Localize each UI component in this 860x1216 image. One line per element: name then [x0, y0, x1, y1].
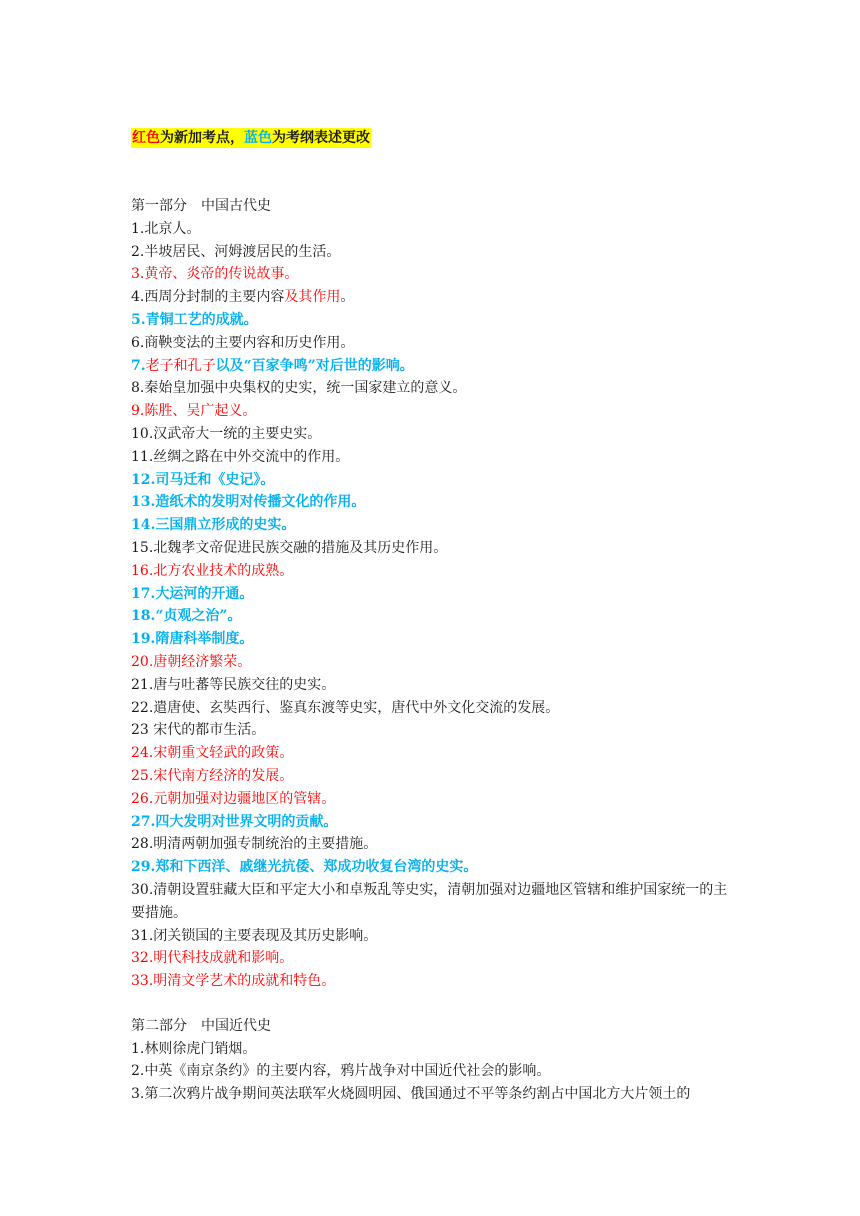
legend-blue-text: 为考纲表述更改 [272, 130, 370, 146]
list-item [131, 674, 741, 697]
list-item-text: 。 [340, 289, 355, 306]
list-item-text: 及其作用 [284, 289, 341, 306]
list-item-text: 1.林则徐虎门销烟。 [131, 1040, 257, 1057]
list-item-text: 17.大运河的开通。 [131, 585, 254, 602]
list-item-text: 22.遣唐使、玄奘西行、鉴真东渡等史实，唐代中外文化交流的发展。 [131, 699, 560, 716]
list-item [131, 628, 741, 651]
legend-blue-word: 蓝色 [244, 130, 272, 146]
list-item-text: 19.隋唐科举制度。 [131, 631, 254, 648]
list-item-text: 11.丝绸之路在中外交流中的作用。 [131, 448, 350, 465]
list-item-text: 15.北魏孝文帝促进民族交融的措施及其历史作用。 [131, 539, 448, 556]
list-item-text: 5.青铜工艺的成就。 [131, 311, 258, 328]
list-item-text: 老子和孔子 [145, 357, 216, 374]
list-item [131, 560, 741, 583]
list-item-text: 1.北京人。 [131, 220, 201, 237]
list-item [131, 332, 741, 355]
list-item-text: 10.汉武帝大一统的主要史实。 [131, 425, 322, 442]
list-item-text: 32.明代科技成就和影响。 [131, 950, 294, 967]
color-legend [131, 128, 371, 148]
list-item-text: 24.宋朝重文轻武的政策。 [131, 745, 294, 762]
list-item [131, 879, 741, 925]
list-item-text: 8.秦始皇加强中央集权的史实，统一国家建立的意义。 [131, 380, 467, 397]
list-item-text: 18.“贞观之治”。 [131, 608, 242, 625]
list-item [131, 925, 741, 948]
list-item [131, 286, 741, 309]
section-title: 第二部分 中国近代史 [131, 1017, 271, 1034]
list-item [131, 469, 741, 492]
list-item [131, 719, 741, 742]
list-item-text: 6.商鞅变法的主要内容和历史作用。 [131, 334, 355, 351]
list-item [131, 856, 741, 879]
list-item-text: 31.闭关锁国的主要表现及其历史影响。 [131, 927, 378, 944]
list-item-text: 28.明清两朝加强专制统治的主要措施。 [131, 836, 378, 853]
list-item-text: 20.唐朝经济繁荣。 [131, 653, 252, 670]
list-item [131, 514, 741, 537]
list-item [131, 423, 741, 446]
legend-red-text: 为新加考点， [160, 130, 244, 146]
list-item [131, 947, 741, 970]
list-item [131, 1083, 741, 1106]
list-item-text: 以及“百家争鸣”对后世的影响。 [215, 357, 414, 374]
legend-red-word: 红色 [132, 130, 160, 146]
list-item [131, 788, 741, 811]
list-item-text: 7. [131, 357, 146, 374]
list-item [131, 833, 741, 856]
section-1 [131, 195, 741, 993]
document-content [131, 128, 741, 1106]
list-item [131, 377, 741, 400]
list-item-text: 27.四大发明对世界文明的贡献。 [131, 813, 338, 830]
section-2 [131, 1015, 741, 1106]
list-item [131, 583, 741, 606]
list-item [131, 400, 741, 423]
list-item [131, 218, 741, 241]
list-item [131, 697, 741, 720]
list-item [131, 446, 741, 469]
list-item [131, 605, 741, 628]
list-item-text: 25.宋代南方经济的发展。 [131, 767, 294, 784]
list-item-text: 29.郑和下西洋、戚继光抗倭、郑成功收复台湾的史实。 [131, 859, 478, 876]
list-item-text: 14.三国鼎立形成的史实。 [131, 517, 296, 534]
list-item [131, 355, 741, 378]
list-item-text: 21.唐与吐蕃等民族交往的史实。 [131, 676, 336, 693]
list-item [131, 1060, 741, 1083]
list-item-text: 3.黄帝、炎帝的传说故事。 [131, 266, 299, 283]
list-item [131, 970, 741, 993]
list-item [131, 742, 741, 765]
list-item [131, 537, 741, 560]
list-item [131, 491, 741, 514]
list-item-text: 30.清朝设置驻藏大臣和平定大小和卓叛乱等史实，清朝加强对边疆地区管辖和维护国家统一的主要措施。 [131, 881, 728, 921]
list-item-text: 33.明清文学艺术的成就和特色。 [131, 973, 336, 990]
list-item-text: 26.元朝加强对边疆地区的管辖。 [131, 790, 336, 807]
list-item [131, 651, 741, 674]
list-item-text: 23 宋代的都市生活。 [131, 722, 266, 739]
list-item-text: 4.西周分封制的主要内容 [131, 289, 285, 306]
list-item [131, 309, 741, 332]
section-title: 第一部分 中国古代史 [131, 198, 271, 214]
list-item-text: 9.陈胜、吴广起义。 [131, 403, 257, 420]
list-item-text: 2.半坡居民、河姆渡居民的生活。 [131, 243, 341, 260]
list-item [131, 1038, 741, 1061]
sections-container [131, 195, 741, 1106]
list-item-text: 3.第二次鸦片战争期间英法联军火烧圆明园、俄国通过不平等条约割占中国北方大片领土的 [131, 1086, 691, 1103]
list-item-text: 2.中英《南京条约》的主要内容，鸦片战争对中国近代社会的影响。 [131, 1063, 551, 1080]
list-item [131, 263, 741, 286]
list-item [131, 241, 741, 264]
list-item [131, 765, 741, 788]
list-item-text: 13.造纸术的发明对传播文化的作用。 [131, 494, 366, 511]
list-item-text: 16.北方农业技术的成熟。 [131, 562, 294, 579]
list-item [131, 811, 741, 834]
list-item-text: 12.司马迁和《史记》。 [131, 471, 275, 488]
